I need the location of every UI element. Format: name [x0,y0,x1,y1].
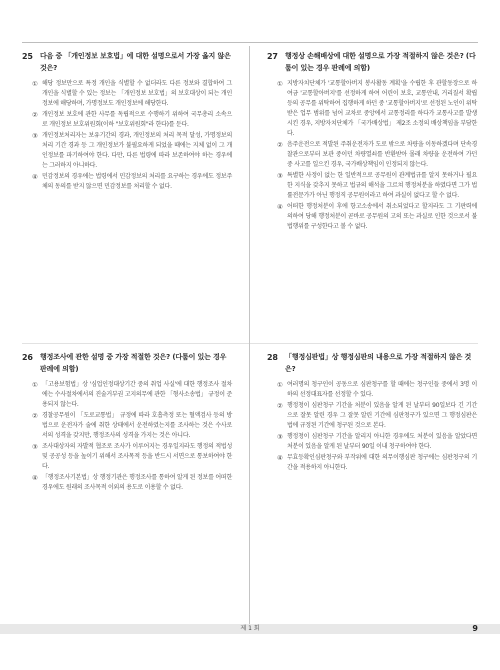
option-text: 특별한 사정이 없는 한 일반적으로 공무원이 관계법규를 알지 못하거나 필요한 지식을 갖추지 못하고 법규의 해석을 그르쳐 행정처분을 하였다면 그가 법률전문가가 아닌 행정직 공무원이라고 하여 과실이 없다고 할 수 없다. [287,172,477,199]
question-27-options [277,79,477,232]
question-28 [267,352,477,474]
option-number: ① [277,381,283,389]
option-number: ④ [277,203,283,211]
question-25-number: 25 [22,52,33,61]
option-text: 행정청이 심판청구 기간을 알리지 아니한 경우에도 처분이 있음을 알았다면 처분이 있음을 알게 된 날부터 90일 이내 청구하여야 한다. [287,433,477,450]
option-text: 「고용보험법」상 '심업인정대상기간 중의 취업 사실'에 대한 행정조사 절차에는 수사절차에서의 진술거부권 고지의무에 관한 「형사소송법」 규정이 준용되지 않는다. [42,381,232,408]
top-rule [22,42,478,43]
option-number: ④ [32,474,38,482]
question-27-text: 행정상 손해배상에 대한 설명으로 가장 적절하지 않은 것은? (다툼이 있는 경우 판례에 의함) [285,52,476,72]
option-3[interactable] [277,432,477,452]
question-27-stem [267,51,477,74]
option-1[interactable] [277,380,477,400]
question-28-number: 28 [267,353,278,362]
option-number: ① [32,80,38,88]
option-text: 조사대상자의 자발적 협조로 조사가 이루어지는 경우일지라도 행정의 적법성 및 공공성 등을 높이기 위해서 조사목적 등을 반드시 서면으로 통보하여야 한다. [42,443,232,470]
option-text: 어떠한 행정처분이 후에 항고소송에서 취소되었다고 할지라도 그 기판력에 의하여 당해 행정처분이 곧바로 공무원의 고의 또는 과실로 인한 것으로서 불법행위를 구성한다고 볼 수 없다. [287,203,477,230]
question-25-stem [22,51,232,74]
option-2[interactable] [32,411,232,441]
option-text: 개인정보 보호에 관한 사무를 독립적으로 수행하기 위하여 국무총리 소속으로 개인정보 보호위원회(이하 "보호위원회"라 한다)를 둔다. [42,111,232,128]
option-number: ④ [277,454,283,462]
question-25-options [32,79,232,192]
option-text: 음주운전으로 적발된 주취운전자가 도로 밖으로 차량을 이동하겠다며 단속경찰관으로부터 보관 중이던 차량열쇠를 반환받아 몰래 차량을 운전하여 가던 중 사고를 일으킨 경우, 국가배상책임이 인정되지 않는다. [287,141,477,168]
option-text: 해당 정보만으로 특정 개인을 식별할 수 없더라도 다른 정보와 결합하여 그 개인을 식별할 수 있는 정보는 「개인정보 보호법」의 보호대상이 되는 개인정보에 해당하며, 가명정보도 개인정보에 해당한다. [42,80,232,107]
option-4[interactable] [32,473,232,493]
option-2[interactable] [277,401,477,431]
question-26-number: 26 [22,353,33,362]
option-4[interactable] [32,172,232,192]
exam-round-label: 제 1 회 [240,625,260,632]
option-1[interactable] [32,79,232,109]
option-text: 지방자치단체가 '교통할아버지 봉사활동 계획'을 수립한 후 관할동장으로 하여금 '교통할아버지'를 선정하게 하여 어린이 보호, 교통안내, 거리질서 확립 등의 공무를 위탁하여 집행하게 하던 중 '교통할아버지'로 선정된 노인이 위탁받은 업무 범위를 넘어 교차로 중앙에서 교통정리를 하다가 교통사고를 발생시킨 경우, 지방자치단체가 「국가배상법」 제2조 소정의 배상책임을 부담한다. [287,80,477,137]
option-text: 행정청이 심판청구 기간을 처분이 있음을 알게 된 날부터 90일보다 긴 기간으로 잘못 알린 경우 그 잘못 알린 기간에 심판청구가 있으면 그 행정심판은 법에 규정된 기간에 청구된 것으로 본다. [287,402,477,429]
option-2[interactable] [277,140,477,170]
option-number: ③ [32,132,38,140]
option-number: ① [277,80,283,88]
option-number: ③ [277,172,283,180]
question-26-options [32,380,232,493]
option-number: ④ [32,173,38,181]
option-number: ② [32,111,38,119]
middle-rule [22,343,478,344]
question-26 [22,352,232,494]
question-26-text: 행정조사에 관한 설명 중 가장 적절한 것은? (다툼이 있는 경우 판례에 의함) [40,353,227,373]
option-1[interactable] [32,380,232,410]
option-1[interactable] [277,79,477,139]
option-text: 「행정조사기본법」상 행정기관은 행정조사를 통하여 알게 된 정보를 어떠한 경우에도 원래의 조사목적 이외의 용도로 이용할 수 없다. [42,474,232,491]
question-28-stem [267,352,477,375]
option-number: ③ [32,443,38,451]
option-number: ② [277,141,283,149]
question-28-text: 「행정심판법」상 행정심판의 내용으로 가장 적절하지 않은 것은? [285,353,472,373]
option-text: 경찰공무원이 「도로교통법」 규정에 따라 호흡측정 또는 혈액검사 등의 방법으로 운전자가 술에 취한 상태에서 운전하였는지를 조사하는 것은 수사로서의 성격을 갖지만, 행정조사의 성격을 가지는 것은 아니다. [42,412,232,439]
option-text: 여러명의 청구인이 공동으로 심판청구를 할 때에는 청구인들 중에서 3명 이하의 선정대표자를 선정할 수 있다. [287,381,477,398]
option-number: ② [277,402,283,410]
question-26-stem [22,352,232,375]
page-number: 9 [472,624,478,633]
option-number: ③ [277,433,283,441]
option-2[interactable] [32,110,232,130]
option-3[interactable] [32,131,232,171]
option-text: 개인정보처리자는 보유기간의 경과, 개인정보의 처리 목적 달성, 가명정보의 처리 기간 경과 등 그 개인정보가 불필요하게 되었을 때에는 지체 없이 그 개인정보를 파기하여야 한다. 다만, 다른 법령에 따라 보존하여야 하는 경우에는 그러하지 아니하다. [42,132,232,169]
question-28-options [277,380,477,473]
question-27 [267,51,477,233]
option-number: ① [32,381,38,389]
option-number: ② [32,412,38,420]
column-divider [249,46,250,624]
question-25 [22,51,232,193]
question-25-text: 다음 중 「개인정보 보호법」에 대한 설명으로서 가장 옳지 않은 것은? [40,52,231,72]
option-text: 무효등확인심판청구와 부작위에 대한 의무이행심판 청구에는 심판청구의 기간을 적용하지 아니한다. [287,454,477,471]
option-text: 민감정보의 경우에는 법령에서 민감정보의 처리를 요구하는 경우에도 정보주체의 동의를 받지 않으면 민감정보를 처리할 수 없다. [42,173,232,190]
option-3[interactable] [32,442,232,472]
option-4[interactable] [277,453,477,473]
option-3[interactable] [277,171,477,201]
option-4[interactable] [277,202,477,232]
question-27-number: 27 [267,52,278,61]
